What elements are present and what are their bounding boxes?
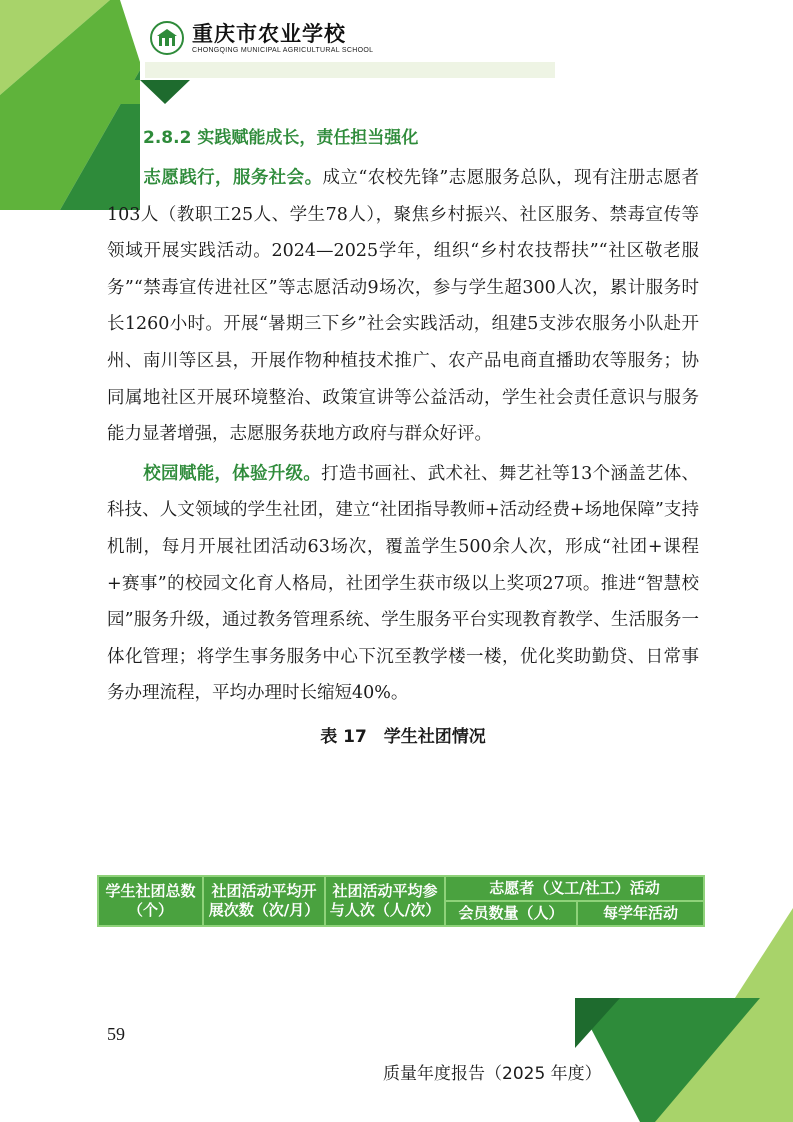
table-caption: 表 17 学生社团情况 [320, 726, 486, 747]
school-name-cn: 重庆市农业学校 [192, 20, 346, 46]
header-monthly-activities: 社团活动平均开展次数（次/月） [203, 876, 325, 926]
report-title: 质量年度报告（2025 年度） [383, 1064, 602, 1084]
header-yearly-activities: 每学年活动 [577, 901, 704, 926]
header-avg-participants: 社团活动平均参与人次（人/次） [325, 876, 445, 926]
paragraph-volunteer [107, 160, 699, 453]
paragraph-text: 打造书画社、武术社、舞艺社等13个涵盖艺体、科技、人文领域的学生社团，建立“社团指导教师+活动经费+场地保障”支持机制，每月开展社团活动63场次，覆盖学生500余人次，形成“社团+课程+赛事”的校园文化育人格局，社团学生获市级以上奖项27项。推进“智慧校园”服务升级，通过教务管理系统、学生服务平台实现教育教学、生活服务一体化管理；将学生事务服务中心下沉至教学楼一楼，优化奖助勤贷、日常事务办理流程，平均办理时长缩短40%。 [107, 463, 699, 704]
header-volunteer-group: 志愿者（义工/社工）活动 [445, 876, 704, 901]
header-member-count: 会员数量（人） [445, 901, 577, 926]
school-logo [150, 20, 373, 56]
header-dark-notch [140, 80, 190, 104]
paragraph-lead: 校园赋能，体验升级。 [143, 463, 322, 484]
section-heading: 2.8.2 实践赋能成长，责任担当强化 [143, 128, 419, 148]
school-emblem-icon [150, 21, 184, 55]
student-club-table [97, 875, 705, 927]
page-content [107, 124, 699, 750]
paragraph-campus [107, 456, 699, 712]
school-name-en: CHONGQING MUNICIPAL AGRICULTURAL SCHOOL [192, 46, 374, 54]
paragraph-lead: 志愿践行，服务社会。 [143, 168, 323, 188]
header-band [145, 62, 555, 78]
paragraph-text: 成立“农校先锋”志愿服务总队，现有注册志愿者103人（教职工25人、学生78人），聚焦乡村振兴、社区服务、禁毒宣传等领域开展实践活动。2024—2025学年，组织“乡村农技帮扶”“社区敬老服务”“禁毒宣传进社区”等志愿活动9场次，参与学生超300人次，累计服务时长1260小时。开展“暑期三下乡”社会实践活动，组建5支涉农服务小队赴开州、南川等区县，开展作物种植技术推广、农产品电商直播助农等服务；协同属地社区开展环境整治、政策宣讲等公益活动，学生社会责任意识与服务能力显著增强，志愿服务获地方政府与群众好评。 [107, 168, 699, 445]
header-club-total: 学生社团总数（个） [98, 876, 203, 926]
page-number: 59 [107, 1024, 125, 1044]
